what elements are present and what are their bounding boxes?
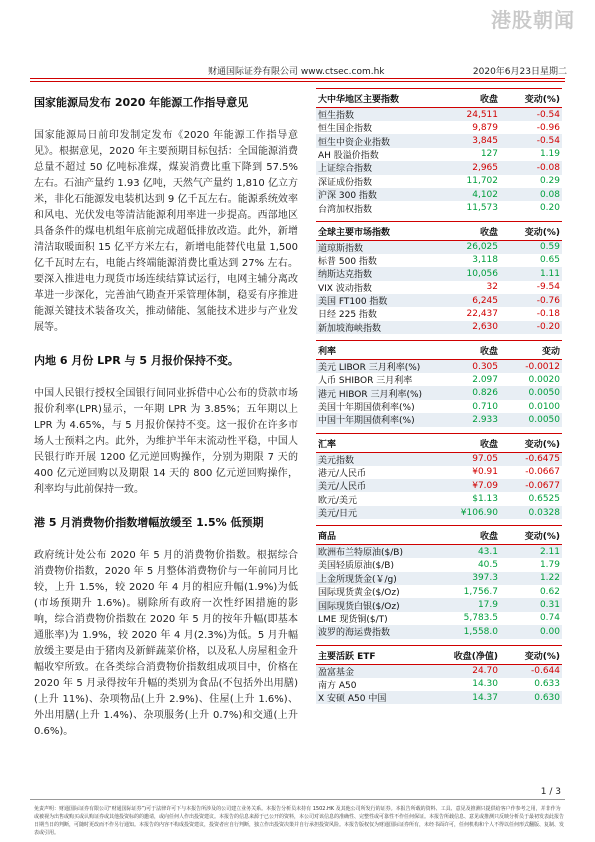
table-row [316, 492, 562, 505]
change-value: 0.08 [500, 188, 562, 201]
column-header: 收盘 [438, 433, 500, 452]
data-table [316, 340, 562, 427]
article-body: 中国人民银行授权全国银行间同业拆借中心公布的贷款市场报价利率(LPR)显示，一年期 LPR 为 3.85%；五年期以上 LPR 为 4.65%，与 5 月报价保持不变。这一报价在许多市场人士预料之内。此外，为维护半年末流动性平稳，中国人民银行昨开展 1200 亿元逆回购操作，分别为期限 7 天的 400 亿元逆回购以及期限 14 天的 800 亿元逆回购操作，利率均与此前保持一致。 [34, 388, 298, 495]
table-row [316, 598, 562, 611]
header-date: 2020年6月23日星期二 [472, 67, 567, 77]
article-title: 港 5 月消费物价指数增幅放缓至 1.5% 低预期 [34, 516, 264, 529]
footer-rule [30, 799, 565, 800]
close-value: 17.9 [438, 598, 500, 611]
change-value: -0.54 [500, 108, 562, 122]
row-label: 美元 LIBOR 三月利率(%) [316, 360, 438, 374]
table-row [316, 360, 562, 374]
close-value: 43.1 [438, 545, 500, 559]
table-row [316, 321, 562, 334]
row-label: 日经 225 指数 [318, 310, 377, 321]
close-value: 97.05 [438, 452, 500, 466]
row-label: 台湾加权指数 [318, 204, 373, 215]
close-value: 11,702 [466, 176, 498, 187]
change-value: -0.0667 [525, 467, 560, 478]
row-label: AH 股溢价指数 [318, 150, 379, 161]
change-value: 0.62 [539, 586, 560, 597]
row-label: 港元/人民币 [318, 468, 367, 479]
change-value: 0.0020 [528, 374, 560, 385]
table-row [316, 612, 562, 625]
data-table [316, 221, 562, 334]
row-label: 美国十年期国债利率(%) [318, 403, 415, 414]
table-row [316, 691, 562, 704]
row-label: 中国十年期国债利率(%) [316, 413, 438, 426]
change-value: 0.00 [500, 625, 562, 638]
table-row [316, 294, 562, 307]
column-header: 大中华地区主要指数 [316, 89, 438, 108]
change-value: 1.22 [500, 572, 562, 585]
close-value: ¥106.90 [438, 506, 500, 519]
close-value: 2.097 [472, 374, 498, 385]
row-label: 美国轻质原油($/B) [318, 561, 394, 572]
change-value: 2.11 [500, 545, 562, 559]
table-row [316, 201, 562, 214]
row-label: 上证综合指数 [316, 161, 438, 174]
close-value: 40.5 [477, 559, 498, 570]
close-value: 3,845 [438, 134, 500, 147]
row-label: 恒生指数 [316, 108, 438, 122]
row-label: 美元指数 [316, 452, 438, 466]
row-label: 深证成份指数 [318, 177, 373, 188]
market-table [316, 340, 562, 427]
change-value: -0.6475 [500, 452, 562, 466]
table-row [316, 386, 562, 399]
row-label: 波罗的海运费指数 [316, 625, 438, 638]
table-row [316, 506, 562, 519]
article-title: 内地 6 月份 LPR 与 5 月报价保持不变。 [34, 354, 239, 367]
data-table [316, 525, 562, 638]
disclaimer: 免责声明：财通国际证券有限公司“财通国际证券”)可于法律许可下与本报告所涉及的公司建立业务关系。本报告分析员未持有 1502.HK 及其他公司所发行的证券。本报告所载的资料、工具、意见及推测只提供给客户作参考之用，并非作为或被视为出售或购买或认购证券或其他投资标的的邀请，或向任何人作出投资建议。本报告的信息来源于已公开的资料，本公司对该信息的准确性、完整性或可靠性不作任何保证。本报告所载信息、意见或推测只反映分析员于最初发表此报告日期当日的判断，可随时更改而不作另行通知。本报告的内容不构成投资建议，投资者应自行判断，独立作出投资决策并自行承担投资风险。本报告版权仅为财通国际证券所有，未经书面许可，任何机构和个人不得以任何形式翻版、复制、发表或引用。 [34, 806, 565, 836]
row-label: 恒生中资企业指数 [316, 134, 438, 147]
table-row [316, 452, 562, 466]
row-label: 标普 500 指数 [318, 256, 377, 267]
table-row [316, 307, 562, 320]
market-table [316, 645, 562, 705]
table-row [316, 175, 562, 188]
table-row [316, 121, 562, 134]
column-header: 收盘 [438, 526, 500, 545]
table-row [316, 545, 562, 559]
close-value: 10,056 [438, 267, 500, 280]
close-value: 1,558.0 [438, 625, 500, 638]
column-header: 变动(%) [500, 221, 562, 240]
article-title: 国家能源局发布 2020 年能源工作指导意见 [34, 96, 249, 109]
row-label: 纳斯达克指数 [316, 267, 438, 280]
header-rule-secondary [30, 81, 565, 82]
change-value: -9.54 [536, 282, 560, 293]
row-label: VIX 波动指数 [318, 283, 372, 294]
table-row [316, 664, 562, 678]
market-data-column [316, 88, 562, 710]
data-table [316, 645, 562, 705]
article-cpi [34, 508, 298, 740]
change-value: 1.11 [500, 267, 562, 280]
change-value: -0.0677 [500, 479, 562, 492]
table-header-row [316, 645, 562, 664]
change-value: -0.0012 [500, 360, 562, 374]
table-row [316, 281, 562, 294]
column-header: 变动 [500, 341, 562, 360]
row-label: 欧元/美元 [318, 495, 358, 506]
change-value: 0.65 [539, 255, 560, 266]
close-value: 3,118 [472, 255, 498, 266]
table-row [316, 413, 562, 426]
change-value: -0.644 [500, 664, 562, 678]
close-value: 24,511 [438, 108, 500, 122]
column-header: 收盘 [438, 341, 500, 360]
table-header-row [316, 89, 562, 108]
close-value: 2,965 [438, 161, 500, 174]
close-value: 26,025 [438, 240, 500, 254]
column-header: 变动(%) [500, 526, 562, 545]
change-value: 1.79 [539, 559, 560, 570]
header-company: 财通国际证券有限公司 www.ctsec.com.hk [208, 67, 385, 77]
column-header: 汇率 [316, 433, 438, 452]
row-label: 恒生国企指数 [318, 124, 373, 135]
table-row [316, 625, 562, 638]
article-body: 国家能源局日前印发制定发布《2020 年能源工作指导意见》。根据意见，2020 年主要预期目标包括：全国能源消费总量不超过 50 亿吨标准煤，煤炭消费比重下降到 57.5% 左右。石油产量约 1.93 亿吨，天然气产量约 1,810 亿立方米，非化石能源发电装机达到 9 亿千瓦左右。能源系统效率和风电、光伏发电等清洁能源利用率进一步提高。西部地区具备条件的煤电机组年底前完成超低排放改造。此外，新增清洁取暖面积 15 亿平方米左右，新增电能替代电量 1,500 亿千瓦时左右，电能占终端能源消费比重达到 27% 左右。要深入推进电力现货市场连续结算试运行，电网主辅分离改革进一步深化，完善油气勘查开采管理体制，稳妥有序推进能源关键技术装备攻关，推动储能、氢能技术进步与产业发展等。 [34, 130, 298, 333]
close-value: ¥7.09 [438, 479, 500, 492]
table-row [316, 558, 562, 571]
table-row [316, 678, 562, 691]
change-value: -0.08 [500, 161, 562, 174]
change-value: 0.0100 [528, 401, 560, 412]
close-value: 0.305 [438, 360, 500, 374]
table-row [316, 572, 562, 585]
change-value: -0.18 [536, 308, 560, 319]
close-value: 5,783.5 [463, 613, 498, 624]
close-value: 6,245 [438, 294, 500, 307]
table-row [316, 148, 562, 161]
table-row [316, 400, 562, 413]
close-value: 2,630 [438, 321, 500, 334]
market-table [316, 433, 562, 520]
market-table [316, 88, 562, 215]
change-value: 0.0050 [500, 386, 562, 399]
column-header: 变动(%) [500, 645, 562, 664]
page-number: 1 / 3 [540, 787, 561, 797]
table-row [316, 585, 562, 598]
column-header: 收盘 [438, 221, 500, 240]
close-value: 24.70 [438, 664, 500, 678]
row-label: 港元 HIBOR 三月利率(%) [316, 386, 438, 399]
change-value: 0.74 [539, 613, 560, 624]
row-label: 盈富基金 [316, 664, 438, 678]
table-row [316, 254, 562, 267]
table-row [316, 240, 562, 254]
article-body: 政府统计处公布 2020 年 5 月的消费物价指数。根据综合消费物价指数，2020 年 5 月整体消费物价与一年前同月比较，上升 1.5%，较 2020 年 4 月的相应升幅(1.9%)为低(市场预期升 1.6%)。剔除所有政府一次性纾困措施的影响，综合消费物价指数在 2020 年 5 月的按年升幅(即基本通胀率)为 1.9%，较 2020 年 4 月(2.3%)为低。5 月升幅放缓主要是由于猪肉及新鲜蔬菜价格，以及私人房屋租金升幅收窄所致。在各类综合消费物价指数组成项目中，价格在 2020 年 5 月录得按年升幅的类别为食品(不包括外出用膳)(上升 11%)、杂项物品(上升 2.9%)、住屋(上升 1.6%)、外出用膳(上升 1.4%)、杂项服务(上升 0.7%)和交通(上升 0.6%)。 [34, 550, 298, 737]
table-row [316, 466, 562, 479]
close-value: 127 [480, 149, 498, 160]
change-value: -0.20 [500, 321, 562, 334]
column-header: 全球主要市场指数 [316, 221, 438, 240]
data-table [316, 433, 562, 520]
row-label: LME 现货铜($/T) [318, 614, 388, 625]
table-header-row [316, 221, 562, 240]
change-value: 0.31 [500, 598, 562, 611]
row-label: 新加坡海峡指数 [316, 321, 438, 334]
column-header: 主要活跃 ETF [316, 645, 438, 664]
column-header: 利率 [316, 341, 438, 360]
row-label: 人币 SHIBOR 三月利率 [318, 376, 413, 387]
close-value: $1.13 [472, 494, 498, 505]
table-row [316, 267, 562, 280]
change-value: 0.633 [534, 679, 560, 690]
column-header: 变动(%) [500, 89, 562, 108]
table-row [316, 161, 562, 174]
change-value: 0.6525 [528, 494, 560, 505]
close-value: 4,102 [438, 188, 500, 201]
change-value: 0.0050 [500, 413, 562, 426]
close-value: 0.710 [472, 401, 498, 412]
change-value: -0.96 [536, 122, 560, 133]
row-label: 沪深 300 指数 [316, 188, 438, 201]
row-label: 国际现货白银($/Oz) [316, 598, 438, 611]
close-value: 32 [486, 282, 498, 293]
close-value: 22,437 [466, 308, 498, 319]
column-header: 收盘(净值) [438, 645, 500, 664]
change-value: 0.630 [500, 691, 562, 704]
change-value: 0.29 [539, 176, 560, 187]
row-label: 南方 A50 [318, 680, 357, 691]
row-label: 道琼斯指数 [316, 240, 438, 254]
data-table [316, 88, 562, 215]
row-label: 上金所现货金(￥/g) [316, 572, 438, 585]
logo: 港股朝闻 [491, 8, 575, 32]
table-row [316, 188, 562, 201]
header-rule [30, 78, 565, 79]
close-value: 14.30 [472, 679, 498, 690]
change-value: -0.76 [500, 294, 562, 307]
change-value: 0.0328 [500, 506, 562, 519]
change-value: 0.20 [539, 203, 560, 214]
close-value: 2.933 [438, 413, 500, 426]
row-label: 美国 FT100 指数 [316, 294, 438, 307]
row-label: 欧洲布兰特原油($/B) [316, 545, 438, 559]
change-value: -0.54 [500, 134, 562, 147]
column-header: 商品 [316, 526, 438, 545]
change-value: 1.19 [539, 149, 560, 160]
market-table [316, 525, 562, 638]
row-label: 国际现货黄金($/Oz) [318, 588, 400, 599]
table-header-row [316, 526, 562, 545]
table-header-row [316, 341, 562, 360]
table-header-row [316, 433, 562, 452]
close-value: 11,573 [466, 203, 498, 214]
change-value: 0.59 [500, 240, 562, 254]
article-lpr [34, 346, 298, 498]
table-row [316, 134, 562, 147]
close-value: 0.826 [438, 386, 500, 399]
row-label: 美元/人民币 [316, 479, 438, 492]
article-energy [34, 88, 298, 336]
table-row [316, 373, 562, 386]
table-row [316, 108, 562, 122]
close-value: 397.3 [438, 572, 500, 585]
close-value: ¥0.91 [472, 467, 498, 478]
close-value: 14.37 [438, 691, 500, 704]
market-table [316, 221, 562, 334]
column-header: 收盘 [438, 89, 500, 108]
column-header: 变动(%) [500, 433, 562, 452]
row-label: 美元/日元 [316, 506, 438, 519]
table-row [316, 479, 562, 492]
close-value: 9,879 [472, 122, 498, 133]
close-value: 1,756.7 [463, 586, 498, 597]
row-label: X 安硕 A50 中国 [316, 691, 438, 704]
